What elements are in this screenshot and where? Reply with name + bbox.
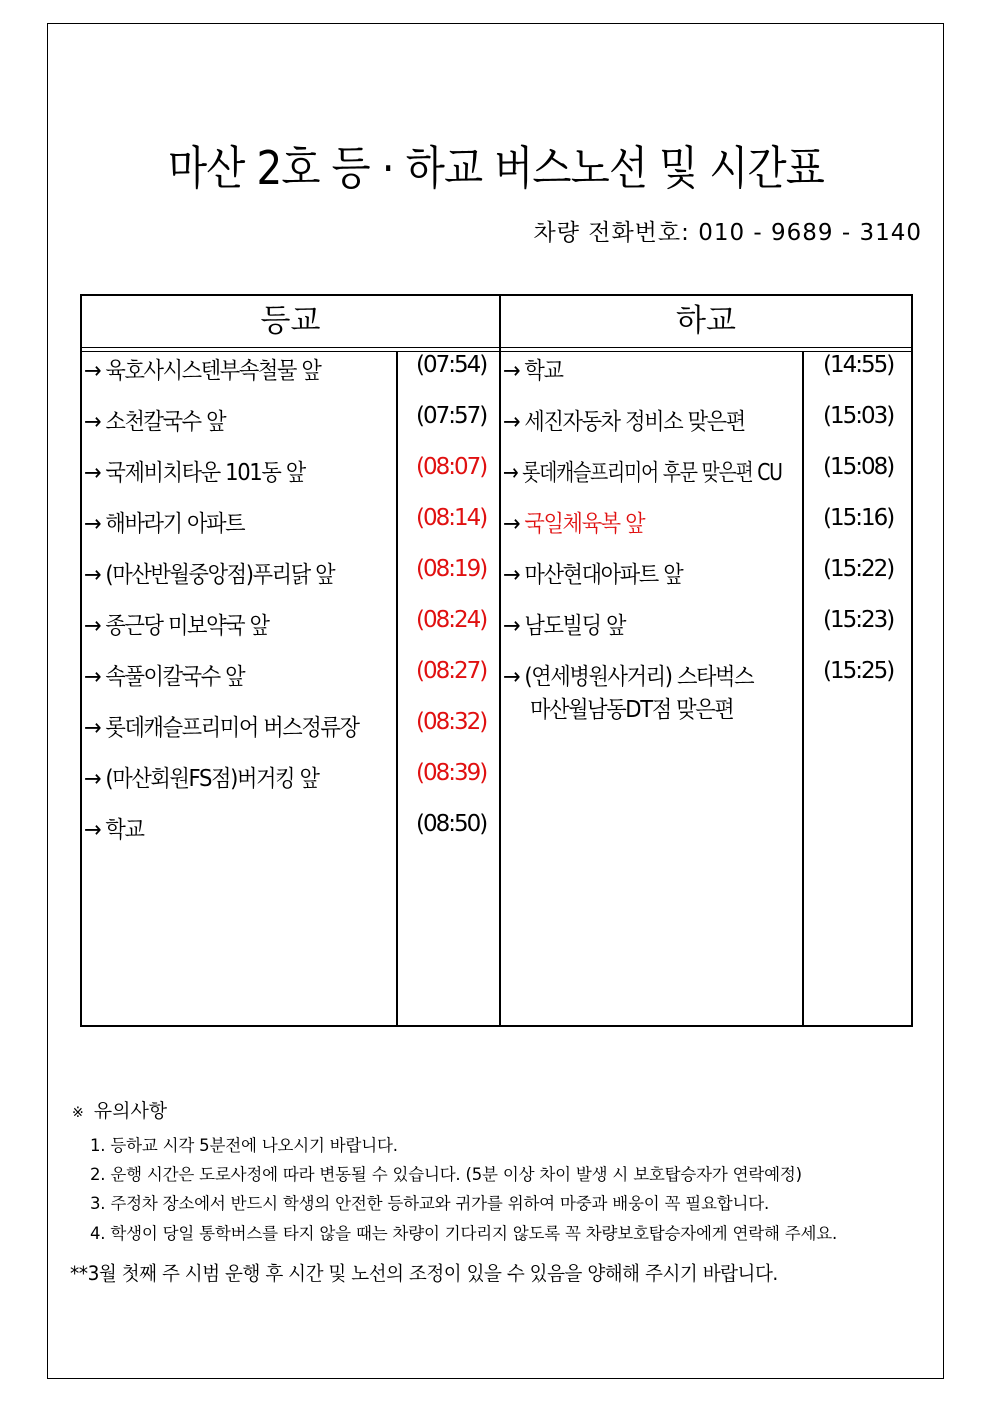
afternoon-stop: → (연세병원사거리) 스타벅스 (503, 664, 754, 690)
afternoon-stop-highlighted: → 국일체육복 앞 (503, 511, 645, 537)
note-item: 2. 운행 시간은 도로사정에 따라 변동될 수 있습니다. (5분 이상 차이 발생 시 보호탑승자가 연락예정) (90, 1165, 802, 1184)
note-item: 1. 등하교 시각 5분전에 나오시기 바랍니다. (90, 1136, 398, 1155)
afternoon-stop: → 롯데캐슬프리미어 후문 맞은편 CU (503, 460, 782, 486)
timetable (80, 294, 913, 1027)
afternoon-time: (15:22) (823, 556, 894, 582)
note-item: 3. 주정차 장소에서 반드시 학생의 안전한 등하교와 귀가를 위하여 마중과 배웅이 꼭 필요합니다. (90, 1194, 770, 1213)
morning-time-highlighted: (08:27) (416, 658, 487, 684)
afternoon-stop: → 학교 (503, 358, 563, 384)
morning-stop: → 해바라기 아파트 (84, 511, 245, 537)
morning-time-highlighted: (08:14) (416, 505, 487, 531)
afternoon-time: (15:03) (823, 403, 894, 429)
morning-time-highlighted: (08:07) (416, 454, 487, 480)
afternoon-stop: → 마산현대아파트 앞 (503, 562, 683, 588)
morning-header: 등교 (260, 303, 321, 339)
afternoon-stop: → 세진자동차 정비소 맞은편 (503, 409, 745, 435)
morning-time-highlighted: (08:19) (416, 556, 487, 582)
afternoon-stop: → 남도빌딩 앞 (503, 613, 626, 639)
afternoon-time: (15:08) (823, 454, 894, 480)
document-title: 마산 2호 등 · 하교 버스노선 및 시간표 (168, 141, 824, 195)
footer-note: **3월 첫째 주 시범 운행 후 시간 및 노선의 조정이 있을 수 있음을 양해해 주시기 바랍니다. (70, 1262, 778, 1285)
morning-stop: → (마산회원FS점)버거킹 앞 (84, 766, 319, 792)
morning-time-highlighted: (08:24) (416, 607, 487, 633)
header-divider (82, 347, 911, 348)
afternoon-time: (14:55) (823, 352, 894, 378)
vehicle-phone (534, 214, 923, 247)
afternoon-time: (15:25) (823, 658, 894, 684)
reference-mark-icon: ※ (72, 1105, 84, 1121)
notes-heading: ※ 유의사항 (72, 1100, 168, 1122)
morning-stop: → 롯데캐슬프리미어 버스정류장 (84, 715, 359, 741)
morning-stop: → (마산반월중앙점)푸리닭 앞 (84, 562, 335, 588)
morning-stop: → 학교 (84, 817, 144, 843)
morning-stop: → 종근당 미보약국 앞 (84, 613, 269, 639)
morning-time: (07:54) (416, 352, 487, 378)
morning-time: (08:50) (416, 811, 487, 837)
column-divider (499, 296, 501, 1025)
afternoon-time: (15:23) (823, 607, 894, 633)
afternoon-stop-line2: 마산월남동DT점 맞은편 (530, 697, 734, 723)
afternoon-time-divider (802, 351, 804, 1025)
afternoon-header: 하교 (676, 303, 736, 339)
morning-time-highlighted: (08:32) (416, 709, 487, 735)
note-item: 4. 학생이 당일 통학버스를 타지 않을 때는 차량이 기다리지 않도록 꼭 차량보호탑승자에게 연락해 주세요. (90, 1224, 838, 1243)
morning-time-divider (396, 351, 398, 1025)
morning-stop: → 소천칼국수 앞 (84, 409, 226, 435)
morning-time-highlighted: (08:39) (416, 760, 487, 786)
phone-number: 010 - 9689 - 3140 (698, 220, 922, 246)
afternoon-time: (15:16) (823, 505, 894, 531)
phone-label: 차량 전화번호: (533, 220, 690, 246)
morning-stop: → 속풀이칼국수 앞 (84, 664, 245, 690)
morning-stop: → 육호사시스텐부속철물 앞 (84, 358, 321, 384)
morning-time: (07:57) (416, 403, 487, 429)
morning-stop: → 국제비치타운 101동 앞 (84, 460, 305, 486)
